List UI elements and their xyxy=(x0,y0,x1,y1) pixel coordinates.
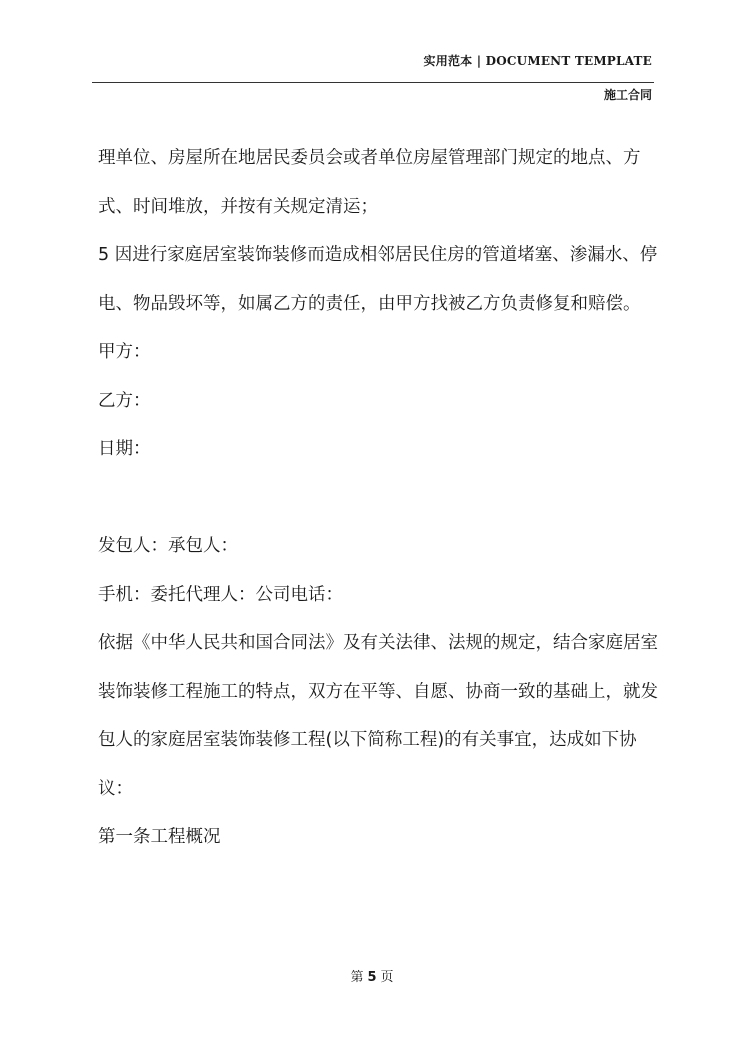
paragraph-liability: 5 因进行家庭居室装饰装修而造成相邻居民住房的管道堵塞、渗漏水、停电、物品毁坏等，如属乙方的责任，由甲方找被乙方负责修复和赔偿。 xyxy=(98,245,658,314)
page-number xyxy=(0,966,744,985)
party-b-signature-line: 乙方： xyxy=(98,390,151,411)
paragraph-disposal: 理单位、房屋所在地居民委员会或者单位房屋管理部门规定的地点、方式、时间堆放，并按有关规定清运； xyxy=(98,148,641,217)
header-divider xyxy=(92,82,654,83)
page-number-prefix: 第 xyxy=(350,970,364,985)
contracting-parties-line: 发包人：承包人： xyxy=(98,536,238,556)
document-body xyxy=(98,134,664,862)
document-header-title: 实用范本 | DOCUMENT TEMPLATE xyxy=(423,54,652,68)
paragraph-legal-basis: 依据《中华人民共和国合同法》及有关法律、法规的规定，结合家庭居室装饰装修工程施工的特点，双方在平等、自愿、协商一致的基础上，就发包人的家庭居室装饰装修工程(以下简称工程)的有关事宜，达成如下协议： xyxy=(98,633,658,799)
article-heading: 第一条工程概况 xyxy=(98,827,221,847)
document-header-subtitle: 施工合同 xyxy=(603,88,652,102)
party-a-signature-line: 甲方： xyxy=(98,342,151,362)
page-number-suffix: 页 xyxy=(380,970,394,985)
page-number-value: 5 xyxy=(367,970,377,985)
contact-line: 手机：委托代理人：公司电话： xyxy=(98,584,343,605)
section-spacer xyxy=(98,474,664,523)
date-line: 日期： xyxy=(98,439,151,459)
